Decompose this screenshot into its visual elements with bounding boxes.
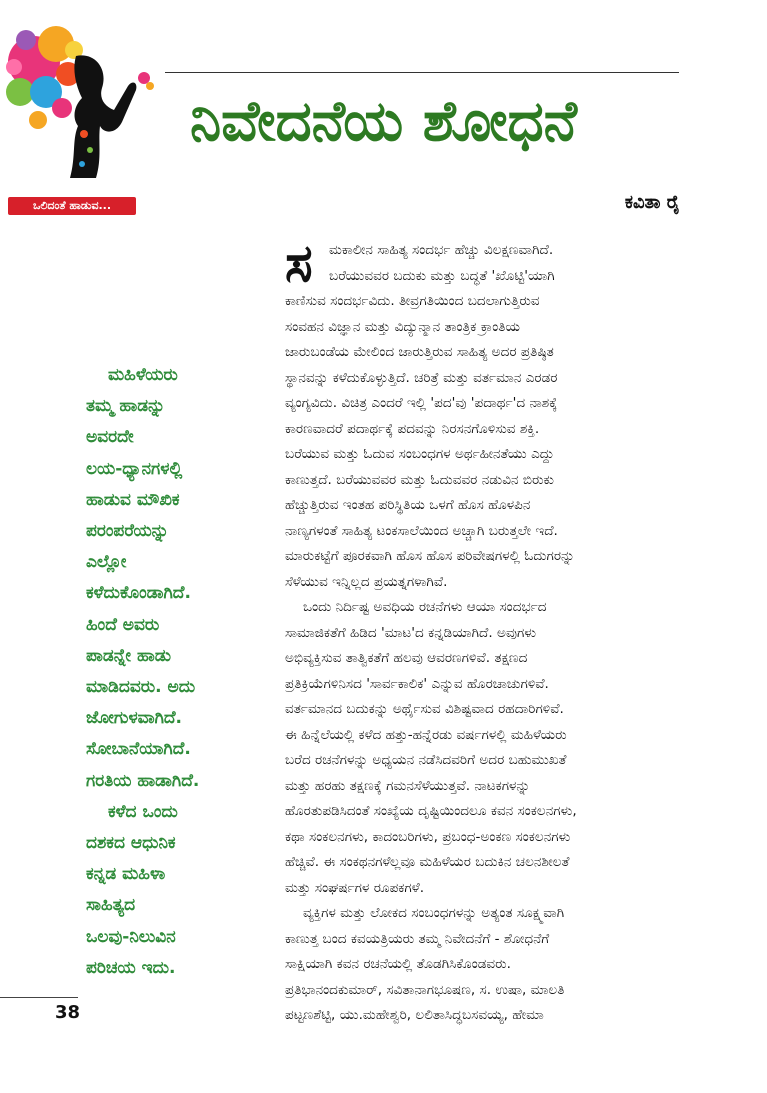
body-line: ಮಕಾಲೀನ ಸಾಹಿತ್ಯ ಸಂದರ್ಭ ಹೆಚ್ಚು ವಿಲಕ್ಷಣವಾಗಿದೆ.: [329, 242, 554, 258]
body-line: ಅಭಿವ್ಯಕ್ತಿಸುವ ತಾತ್ವಿಕತೆಗೆ ಹಲವು ಆವರಣಗಳಿವೆ. ತಕ್ಷಣದ: [285, 650, 528, 666]
pullquote-line: ತಮ್ಮ ಹಾಡನ್ನು: [86, 396, 166, 417]
pullquote-line: ಸೋಬಾನೆಯಾಗಿದೆ.: [86, 739, 191, 760]
body-line: ಸಾಮಾಜಿಕತೆಗೆ ಹಿಡಿದ 'ಮಾಟ'ದ ಕನ್ನಡಿಯಾಗಿದೆ. ಅವುಗಳು: [285, 624, 537, 641]
pullquote-line: ಎಲ್ಲೋ: [86, 552, 127, 573]
pullquote-line: ಜೋಗುಳವಾಗಿದೆ.: [86, 708, 183, 729]
body-line: ಮತ್ತು ಸಂಘರ್ಷಗಳ ರೂಪಕಗಳೆ.: [285, 879, 425, 896]
pullquote-line: ಪಾಡನ್ನೇ ಹಾಡು: [86, 645, 171, 666]
body-line: ಮಾರುಕಟ್ಟೆಗೆ ಪೂರಕವಾಗಿ ಹೊಸ ಹೊಸ ಪರಿವೇಷಗಳಲ್ಲಿ ಓದುಗರನ್ನು: [285, 548, 575, 564]
pullquote-line: ಪರಿಚಯ ಇದು.: [86, 957, 176, 978]
author-name: ಕವಿತಾ ರೈ: [624, 192, 680, 213]
body-line: ಕಥಾ ಸಂಕಲನಗಳು, ಕಾದಂಬರಿಗಳು, ಪ್ರಬಂಧ-ಅಂಕಣ ಸಂಕಲನಗಳು: [285, 828, 571, 845]
body-line: ಕಾಣುತ್ತ ಬಂದ ಕವಯತ್ರಿಯರು ತಮ್ಮ ನಿವೇದನೆಗೆ - ಶೋಧನೆಗೆ: [285, 930, 550, 947]
article-body: [285, 234, 680, 1029]
pullquote-line: ಕಳೆದ ಒಂದು: [108, 801, 178, 822]
body-line: ವ್ಯಕ್ತಿಗಳ ಮತ್ತು ಲೋಕದ ಸಂಬಂಧಗಳನ್ನು ಅತ್ಯಂತ ಸೂಕ್ಷ್ಮವಾಗಿ: [303, 905, 565, 921]
pullquote-line: ಕಳೆದುಕೊಂಡಾಗಿದೆ.: [86, 583, 191, 604]
body-line: ನಾಣ್ಯಗಳಂತೆ ಸಾಹಿತ್ಯ ಟಂಕಸಾಲೆಯಿಂದ ಅಚ್ಚಾಗಿ ಬರುತ್ತಲೇ ಇದೆ.: [285, 522, 558, 539]
header-rule: [165, 72, 679, 73]
article-title: ನಿವೇದನೆಯ ಶೋಧನೆ: [190, 89, 578, 154]
body-line: ಬರೆಯುವ ಮತ್ತು ಓದುವ ಸಂಬಂಧಗಳ ಅರ್ಥಹೀನತೆಯು ಎದ್ದು: [285, 446, 555, 462]
pullquote-line: ಮಾಡಿದವರು. ಅದು: [86, 677, 196, 698]
body-line: ವ್ಯಂಗ್ಯವಿದು. ವಿಚಿತ್ರ ಎಂದರೆ ಇಲ್ಲಿ 'ಪದ'ವು 'ಪದಾರ್ಥ'ದ ನಾಶಕ್ಕೆ: [285, 395, 558, 411]
pullquote-line: ಕನ್ನಡ ಮಹಿಳಾ: [86, 864, 166, 885]
body-line: ಕಾರಣವಾದರೆ ಪದಾರ್ಥಕ್ಕೆ ಪದವನ್ನು ನಿರಸನಗೊಳಿಸುವ ಶಕ್ತಿ.: [285, 420, 540, 437]
drop-cap: ಸ: [285, 234, 313, 294]
body-line: ಪಟ್ಟಣಶೆಟ್ಟಿ, ಯು.ಮಹೇಶ್ವರಿ, ಲಲಿತಾಸಿದ್ಧಬಸವಯ್ಯ, ಹೇಮಾ: [285, 1007, 544, 1023]
body-line: ಈ ಹಿನ್ನೆಲೆಯಲ್ಲಿ ಕಳೆದ ಹತ್ತು-ಹನ್ನೆರಡು ವರ್ಷಗಳಲ್ಲಿ ಮಹಿಳೆಯರು: [285, 726, 567, 743]
pullquote-line: ದಶಕದ ಆಧುನಿಕ: [86, 833, 176, 854]
body-line: ಒಂದು ನಿರ್ದಿಷ್ಟ ಅವಧಿಯ ರಚನೆಗಳು ಆಯಾ ಸಂದರ್ಭದ: [303, 599, 547, 615]
pullquote-line: ಸಾಹಿತ್ಯದ: [86, 895, 136, 916]
body-line: ಮತ್ತು ಹರಹು ತಕ್ಷಣಕ್ಕೆ ಗಮನಸೆಳೆಯುತ್ತವೆ. ನಾಟಕಗಳನ್ನು: [285, 777, 531, 794]
footer-rule: [0, 997, 78, 998]
pullquote-line: ಒಲವು-ನಿಲುವಿನ: [86, 926, 176, 947]
body-line: ಸಂವಹನ ವಿಜ್ಞಾನ ಮತ್ತು ವಿದ್ಯುನ್ಮಾನ ತಾಂತ್ರಿಕ ಕ್ರಾಂತಿಯ: [285, 318, 521, 335]
body-line: ಬರೆಯುವವರ ಬದುಕು ಮತ್ತು ಬದ್ಧತೆ 'ಖೊಟ್ಟಿ'ಯಾಗಿ: [329, 267, 555, 284]
section-tag: ಒಲಿದಂತೆ ಹಾಡುವ...: [8, 197, 136, 215]
pullquote-line: ಅವರದೇ: [86, 427, 134, 448]
woman-silhouette-icon: [4, 22, 154, 182]
body-line: ಸ್ಥಾನವನ್ನು ಕಳೆದುಕೊಳ್ಳುತ್ತಿದೆ. ಚರಿತ್ರೆ ಮತ್ತು ವರ್ತಮಾನ ಎರಡರ: [285, 369, 558, 386]
pullquote-line: ಹಾಡುವ ಮೌಖಿಕ: [86, 489, 180, 510]
body-line: ಹೆಚ್ಚಿವೆ. ಈ ಸಂಕಥನಗಳೆಲ್ಲವೂ ಮಹಿಳೆಯರ ಬದುಕಿನ ಚಲನಶೀಲತೆ: [285, 854, 570, 870]
pullquote-line: ಗರತಿಯ ಹಾಡಾಗಿದೆ.: [86, 770, 200, 791]
page-number: 38: [55, 1002, 81, 1023]
body-line: ಸೆಳೆಯುವ ಇನ್ನಿಲ್ಲದ ಪ್ರಯತ್ನಗಳಾಗಿವೆ.: [285, 573, 448, 590]
body-line: ಹೆಚ್ಚುತ್ತಿರುವ ಇಂತಹ ಪರಿಸ್ಥಿತಿಯ ಒಳಗೆ ಹೊಸ ಹೊಳಪಿನ: [285, 497, 531, 513]
body-line: ಹೊರತುಪಡಿಸಿದಂತೆ ಸಂಖ್ಯೆಯ ದೃಷ್ಟಿಯಿಂದಲೂ ಕವನ ಸಂಕಲನಗಳು,: [285, 803, 577, 819]
body-line: ಬರೆದ ರಚನೆಗಳನ್ನು ಅಧ್ಯಯನ ನಡೆಸಿದವರಿಗೆ ಅದರ ಬಹುಮುಖತೆ: [285, 752, 567, 768]
body-line: ಕಾಣಿಸುವ ಸಂದರ್ಭವಿದು. ತೀವ್ರಗತಿಯಿಂದ ಬದಲಾಗುತ್ತಿರುವ: [285, 293, 540, 309]
pull-quote: [86, 360, 264, 984]
body-line: ಪ್ರತಿಕ್ರಿಯೆಗಳಿನಿಸದ 'ಸಾರ್ವಕಾಲಿಕ' ಎನ್ನುವ ಹೊರಚಾಚುಗಳಿವೆ.: [285, 675, 549, 692]
body-line: ಕಾಣುತ್ತದೆ. ಬರೆಯುವವರ ಮತ್ತು ಓದುವವರ ನಡುವಿನ ಬಿರುಕು: [285, 471, 554, 488]
body-line: ಸಾಕ್ಷಿಯಾಗಿ ಕವನ ರಚನೆಯಲ್ಲಿ ತೊಡಗಿಸಿಕೊಂಡವರು.: [285, 956, 511, 972]
body-line: ಪ್ರತಿಭಾನಂದಕುಮಾರ್, ಸವಿತಾನಾಗಭೂಷಣ, ಸ. ಉಷಾ, ಮಾಲತಿ: [285, 981, 565, 998]
pullquote-line: ಹಿಂದೆ ಅವರು: [86, 614, 160, 635]
body-line: ಜಾರುಬಂಡೆಯ ಮೇಲಿಂದ ಜಾರುತ್ತಿರುವ ಸಾಹಿತ್ಯ ಅದರ ಪ್ರತಿಷ್ಠಿತ: [285, 344, 554, 360]
magazine-section-logo: [4, 22, 154, 212]
pullquote-line: ಪರಂಪರೆಯನ್ನು: [86, 521, 169, 542]
pullquote-line: ಲಯ-ಧ್ಯಾನಗಳಲ್ಲಿ: [86, 458, 183, 479]
body-line: ವರ್ತಮಾನದ ಬದುಕನ್ನು ಅರ್ಥೈಸುವ ವಿಶಿಷ್ಟವಾದ ರಹದಾರಿಗಳಿವೆ.: [285, 701, 564, 717]
pullquote-line: ಮಹಿಳೆಯರು: [108, 365, 178, 385]
